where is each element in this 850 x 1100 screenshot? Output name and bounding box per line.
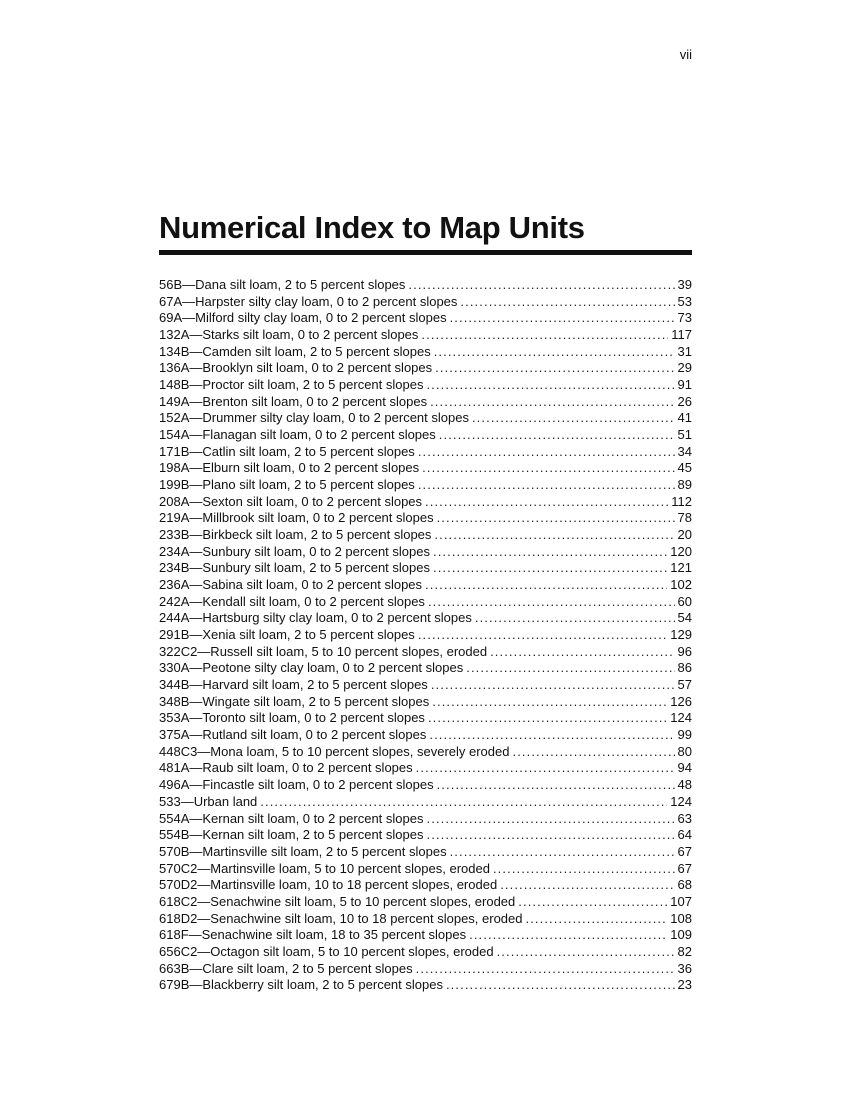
index-entry[interactable] — [159, 277, 692, 294]
page-reference: 29 — [677, 360, 692, 376]
map-unit-label: 67A—Harpster silty clay loam, 0 to 2 percent slopes — [159, 293, 458, 309]
page-reference: 68 — [677, 877, 692, 893]
dot-leader — [430, 394, 674, 411]
map-unit-label: 242A—Kendall silt loam, 0 to 2 percent slopes — [159, 593, 425, 609]
page-reference: 36 — [677, 960, 692, 976]
title-rule — [159, 250, 692, 255]
page-reference: 107 — [670, 893, 692, 909]
map-unit-label: 344B—Harvard silt loam, 2 to 5 percent slopes — [159, 677, 428, 693]
map-unit-label: 570D2—Martinsville loam, 10 to 18 percent slopes, eroded — [159, 877, 498, 893]
page-reference: 31 — [677, 343, 692, 359]
map-unit-label: 348B—Wingate silt loam, 2 to 5 percent slopes — [159, 693, 430, 709]
map-unit-label: 618D2—Senachwine silt loam, 10 to 18 percent slopes, eroded — [159, 910, 523, 926]
index-entry[interactable] — [159, 744, 692, 761]
map-unit-label: 554B—Kernan silt loam, 2 to 5 percent slopes — [159, 827, 424, 843]
index-entry[interactable] — [159, 577, 692, 594]
map-unit-label: 570B—Martinsville silt loam, 2 to 5 percent slopes — [159, 843, 447, 859]
map-unit-label: 291B—Xenia silt loam, 2 to 5 percent slopes — [159, 627, 415, 643]
map-unit-label: 152A—Drummer silty clay loam, 0 to 2 percent slopes — [159, 410, 469, 426]
map-unit-label: 448C3—Mona loam, 5 to 10 percent slopes, severely eroded — [159, 743, 510, 759]
map-unit-label: 496A—Fincastle silt loam, 0 to 2 percent slopes — [159, 777, 434, 793]
dot-leader — [260, 794, 667, 811]
map-unit-label: 69A—Milford silty clay loam, 0 to 2 percent slopes — [159, 310, 447, 326]
index-entry[interactable] — [159, 510, 692, 527]
map-unit-label: 198A—Elburn silt loam, 0 to 2 percent slopes — [159, 460, 420, 476]
page-reference: 112 — [671, 493, 692, 509]
map-unit-label: 481A—Raub silt loam, 0 to 2 percent slopes — [159, 760, 413, 776]
page-reference: 23 — [677, 977, 692, 993]
dot-leader — [432, 694, 667, 711]
index-entry[interactable] — [159, 410, 692, 427]
map-unit-label: 554A—Kernan silt loam, 0 to 2 percent slopes — [159, 810, 424, 826]
dot-leader — [475, 610, 675, 627]
page-reference: 99 — [677, 727, 692, 743]
index-entry[interactable] — [159, 927, 692, 944]
page-reference: 78 — [677, 510, 692, 526]
index-entry[interactable] — [159, 444, 692, 461]
map-unit-label: 154A—Flanagan silt loam, 0 to 2 percent slopes — [159, 427, 436, 443]
dot-leader — [450, 844, 675, 861]
map-unit-label: 234B—Sunbury silt loam, 2 to 5 percent slopes — [159, 560, 430, 576]
dot-leader — [428, 594, 675, 611]
page-reference: 26 — [677, 393, 692, 409]
map-unit-label: 322C2—Russell silt loam, 5 to 10 percent slopes, eroded — [159, 643, 488, 659]
dot-leader — [437, 777, 675, 794]
dot-leader — [425, 577, 667, 594]
page-reference: 91 — [677, 377, 692, 393]
index-entry[interactable] — [159, 811, 692, 828]
map-unit-label: 679B—Blackberry silt loam, 2 to 5 percent slopes — [159, 977, 443, 993]
dot-leader — [446, 977, 675, 994]
page-reference: 109 — [670, 927, 692, 943]
index-entry[interactable] — [159, 727, 692, 744]
index-entry[interactable] — [159, 877, 692, 894]
dot-leader — [460, 294, 674, 311]
dot-leader — [512, 744, 674, 761]
index-entry[interactable] — [159, 694, 692, 711]
index-entry[interactable] — [159, 394, 692, 411]
dot-leader — [472, 410, 675, 427]
map-unit-index-list — [159, 277, 692, 994]
page-reference: 102 — [670, 577, 692, 593]
index-entry[interactable] — [159, 344, 692, 361]
index-entry[interactable] — [159, 644, 692, 661]
dot-leader — [429, 727, 674, 744]
map-unit-label: 656C2—Octagon silt loam, 5 to 10 percent slopes, eroded — [159, 943, 494, 959]
map-unit-label: 208A—Sexton silt loam, 0 to 2 percent slopes — [159, 493, 423, 509]
dot-leader — [431, 677, 675, 694]
index-entry[interactable] — [159, 610, 692, 627]
dot-leader — [450, 310, 675, 327]
index-entry[interactable] — [159, 477, 692, 494]
index-entry[interactable] — [159, 627, 692, 644]
page-reference: 67 — [677, 843, 692, 859]
dot-leader — [518, 894, 667, 911]
dot-leader — [426, 377, 674, 394]
index-entry[interactable] — [159, 310, 692, 327]
page-reference: 64 — [677, 827, 692, 843]
index-entry[interactable] — [159, 460, 692, 477]
map-unit-label: 234A—Sunbury silt loam, 0 to 2 percent slopes — [159, 543, 430, 559]
map-unit-label: 618C2—Senachwine silt loam, 5 to 10 percent slopes, eroded — [159, 893, 516, 909]
dot-leader — [425, 494, 668, 511]
dot-leader — [418, 477, 675, 494]
page-reference: 124 — [670, 710, 692, 726]
index-entry[interactable] — [159, 377, 692, 394]
dot-leader — [418, 627, 667, 644]
page-reference: 60 — [677, 593, 692, 609]
dot-leader — [428, 710, 667, 727]
index-entry[interactable] — [159, 777, 692, 794]
page-reference: 89 — [677, 477, 692, 493]
index-entry[interactable] — [159, 844, 692, 861]
index-entry[interactable] — [159, 560, 692, 577]
page-reference: 108 — [670, 910, 692, 926]
page-reference: 20 — [677, 527, 692, 543]
index-entry[interactable] — [159, 360, 692, 377]
dot-leader — [422, 460, 674, 477]
index-entry[interactable] — [159, 944, 692, 961]
page-reference: 63 — [677, 810, 692, 826]
index-entry[interactable] — [159, 427, 692, 444]
index-entry[interactable] — [159, 911, 692, 928]
dot-leader — [439, 427, 675, 444]
page-reference: 45 — [677, 460, 692, 476]
map-unit-label: 618F—Senachwine silt loam, 18 to 35 percent slopes — [159, 927, 467, 943]
map-unit-label: 149A—Brenton silt loam, 0 to 2 percent slopes — [159, 393, 428, 409]
dot-leader — [426, 827, 674, 844]
map-unit-label: 136A—Brooklyn silt loam, 0 to 2 percent slopes — [159, 360, 433, 376]
page-reference: 82 — [677, 943, 692, 959]
dot-leader — [433, 560, 667, 577]
index-entry[interactable] — [159, 894, 692, 911]
map-unit-label: 132A—Starks silt loam, 0 to 2 percent slopes — [159, 327, 419, 343]
map-unit-label: 375A—Rutland silt loam, 0 to 2 percent slopes — [159, 727, 427, 743]
page-reference: 54 — [677, 610, 692, 626]
index-entry[interactable] — [159, 327, 692, 344]
dot-leader — [433, 544, 667, 561]
page-reference: 41 — [677, 410, 692, 426]
page-reference: 126 — [670, 693, 692, 709]
dot-leader — [434, 344, 675, 361]
dot-leader — [408, 277, 674, 294]
index-entry[interactable] — [159, 760, 692, 777]
index-entry[interactable] — [159, 977, 692, 994]
dot-leader — [418, 444, 675, 461]
index-entry[interactable] — [159, 294, 692, 311]
map-unit-label: 330A—Peotone silty clay loam, 0 to 2 percent slopes — [159, 660, 464, 676]
index-entry[interactable] — [159, 794, 692, 811]
map-unit-label: 533—Urban land — [159, 793, 258, 809]
page-reference: 73 — [677, 310, 692, 326]
index-entry[interactable] — [159, 827, 692, 844]
page-reference: 86 — [677, 660, 692, 676]
dot-leader — [469, 927, 667, 944]
dot-leader — [426, 811, 674, 828]
dot-leader — [437, 510, 675, 527]
page-reference: 51 — [677, 427, 692, 443]
page-reference: 53 — [677, 293, 692, 309]
dot-leader — [490, 644, 674, 661]
page-title: Numerical Index to Map Units — [159, 210, 585, 245]
map-unit-label: 134B—Camden silt loam, 2 to 5 percent slopes — [159, 343, 431, 359]
page-reference: 94 — [677, 760, 692, 776]
map-unit-label: 353A—Toronto silt loam, 0 to 2 percent slopes — [159, 710, 425, 726]
dot-leader — [497, 944, 675, 961]
dot-leader — [434, 527, 674, 544]
map-unit-label: 236A—Sabina silt loam, 0 to 2 percent slopes — [159, 577, 423, 593]
dot-leader — [466, 660, 674, 677]
page-reference: 67 — [677, 860, 692, 876]
index-entry[interactable] — [159, 961, 692, 978]
map-unit-label: 233B—Birkbeck silt loam, 2 to 5 percent slopes — [159, 527, 432, 543]
index-entry[interactable] — [159, 660, 692, 677]
index-entry[interactable] — [159, 594, 692, 611]
dot-leader — [416, 961, 675, 978]
map-unit-label: 171B—Catlin silt loam, 2 to 5 percent slopes — [159, 443, 415, 459]
dot-leader — [526, 911, 668, 928]
index-entry[interactable] — [159, 494, 692, 511]
index-entry[interactable] — [159, 527, 692, 544]
page-reference: 117 — [671, 327, 692, 343]
map-unit-label: 199B—Plano silt loam, 2 to 5 percent slopes — [159, 477, 415, 493]
page-reference: 57 — [677, 677, 692, 693]
page-reference: 80 — [677, 743, 692, 759]
page-reference: 121 — [670, 560, 692, 576]
index-entry[interactable] — [159, 544, 692, 561]
map-unit-label: 148B—Proctor silt loam, 2 to 5 percent slopes — [159, 377, 424, 393]
page-reference: 34 — [677, 443, 692, 459]
map-unit-label: 219A—Millbrook silt loam, 0 to 2 percent slopes — [159, 510, 434, 526]
dot-leader — [435, 360, 674, 377]
dot-leader — [416, 760, 675, 777]
map-unit-label: 570C2—Martinsville loam, 5 to 10 percent slopes, eroded — [159, 860, 490, 876]
dot-leader — [500, 877, 674, 894]
dot-leader — [493, 861, 675, 878]
index-entry[interactable] — [159, 677, 692, 694]
page-reference: 129 — [670, 627, 692, 643]
index-entry[interactable] — [159, 710, 692, 727]
page-reference: 124 — [670, 793, 692, 809]
page-reference: 120 — [670, 543, 692, 559]
page-reference: 96 — [677, 643, 692, 659]
page-number: vii — [679, 47, 692, 62]
map-unit-label: 663B—Clare silt loam, 2 to 5 percent slopes — [159, 960, 413, 976]
map-unit-label: 56B—Dana silt loam, 2 to 5 percent slopes — [159, 277, 406, 292]
page-reference: 48 — [677, 777, 692, 793]
page-reference: 39 — [677, 277, 692, 292]
index-entry[interactable] — [159, 861, 692, 878]
map-unit-label: 244A—Hartsburg silty clay loam, 0 to 2 percent slopes — [159, 610, 472, 626]
dot-leader — [421, 327, 668, 344]
